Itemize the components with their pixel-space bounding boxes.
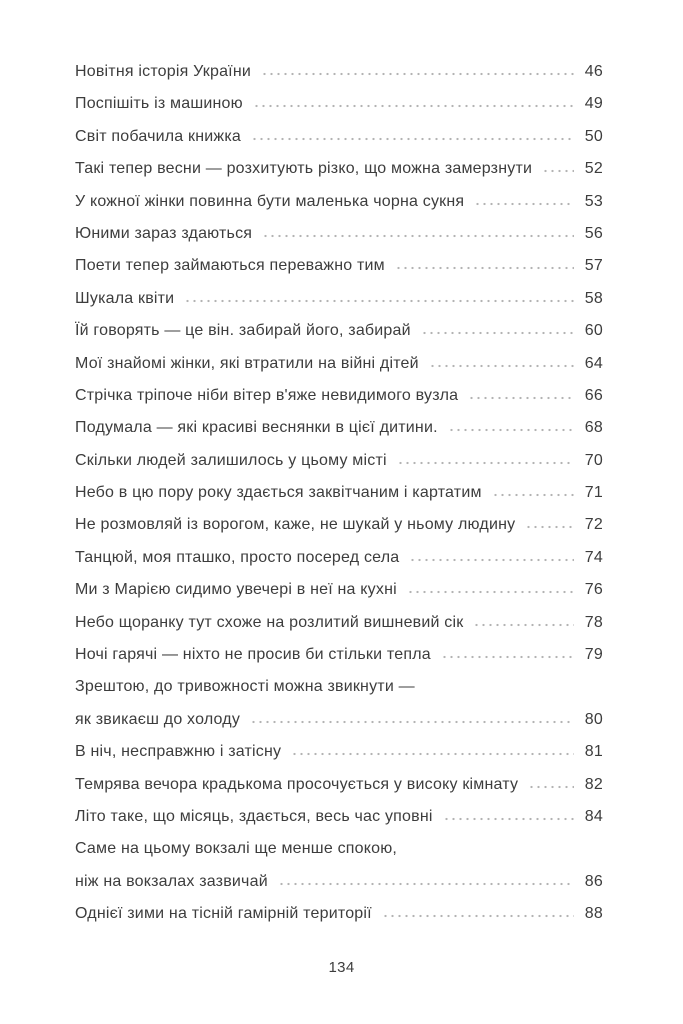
toc-entry-page-number: 56 — [584, 224, 603, 242]
toc-entry-page-number: 57 — [584, 257, 603, 275]
dotted-leader — [468, 396, 574, 400]
dotted-leader — [184, 299, 574, 303]
toc-row — [75, 380, 603, 412]
toc-entry-title: В ніч, несправжню і затісну — [75, 743, 282, 761]
dotted-leader — [409, 558, 574, 562]
toc-entry-page-number: 64 — [584, 354, 603, 372]
toc-entry-page-number: 58 — [584, 289, 603, 307]
toc-entry-title: Стрічка тріпоче ніби вітер в'яже невидимого вузла — [75, 386, 459, 404]
toc-entry-title: Новітня історія України — [75, 63, 252, 80]
toc-entry-page-number: 72 — [584, 516, 603, 534]
toc-row — [75, 88, 603, 120]
toc-entry-page-number: 80 — [584, 710, 603, 728]
toc-row — [75, 833, 603, 865]
dotted-leader — [448, 428, 574, 432]
toc-entry-page-number: 84 — [584, 807, 603, 825]
toc-row — [75, 866, 603, 898]
toc-row — [75, 283, 603, 315]
dotted-leader — [443, 817, 574, 821]
toc-row — [75, 607, 603, 639]
toc-row — [75, 412, 603, 444]
dotted-leader — [382, 914, 574, 918]
toc-row — [75, 704, 603, 736]
toc-row — [75, 639, 603, 671]
toc-entry-page-number: 49 — [584, 95, 603, 113]
page-number: 134 — [328, 959, 355, 976]
dotted-leader — [429, 364, 574, 368]
toc-entry-page-number: 66 — [584, 386, 603, 404]
dotted-leader — [291, 752, 574, 756]
toc-row — [75, 250, 603, 282]
toc-row — [75, 477, 603, 509]
toc-entry-title: Поети тепер займаються переважно тим — [75, 257, 385, 275]
dotted-leader — [407, 590, 574, 594]
dotted-leader — [441, 655, 574, 659]
toc-entry-title: Юними зараз здаються — [75, 224, 253, 242]
toc-entry-title: Шукала квіти — [75, 289, 175, 307]
toc-row — [75, 186, 603, 218]
toc-row — [75, 153, 603, 185]
toc-entry-title: Ми з Марією сидимо увечері в неї на кухні — [75, 581, 397, 599]
toc-entry-page-number: 79 — [584, 646, 603, 664]
dotted-leader — [261, 72, 574, 76]
toc-entry-page-number: 78 — [584, 613, 603, 631]
toc-entry-title: Поспішіть із машиною — [75, 95, 243, 113]
dotted-leader — [474, 202, 574, 206]
toc-entry-page-number: 74 — [584, 548, 603, 566]
toc-entry-title: ніж на вокзалах зазвичай — [75, 872, 268, 890]
toc-entry-page-number: 88 — [584, 905, 603, 923]
dotted-leader — [528, 785, 574, 789]
toc-entry-page-number: 46 — [584, 63, 603, 80]
dotted-leader — [262, 234, 574, 238]
toc-row — [75, 509, 603, 541]
dotted-leader — [253, 104, 574, 108]
toc-entry-title: Танцюй, моя пташко, просто посеред села — [75, 548, 400, 566]
dotted-leader — [251, 137, 574, 141]
toc-row — [75, 445, 603, 477]
toc-entry-title: Світ побачила книжка — [75, 127, 241, 145]
toc-row — [75, 736, 603, 768]
dotted-leader — [395, 266, 574, 270]
toc-entry-title: Саме на цьому вокзалі ще менше спокою, — [75, 840, 398, 858]
toc-row — [75, 218, 603, 250]
toc-entry-title: Небо щоранку тут схоже на розлитий вишневий сік — [75, 613, 464, 631]
toc-entry-page-number: 50 — [584, 127, 603, 145]
toc-entry-title: Ночі гарячі — ніхто не просив би стільки тепла — [75, 646, 431, 664]
toc-row — [75, 121, 603, 153]
dotted-leader — [397, 461, 574, 465]
toc-entry-title: Скільки людей залишилось у цьому місті — [75, 451, 387, 469]
dotted-leader — [278, 882, 574, 886]
toc-entry-page-number: 81 — [584, 743, 603, 761]
toc-row — [75, 574, 603, 606]
toc-entry-title: У кожної жінки повинна бути маленька чорна сукня — [75, 192, 465, 210]
toc-row — [75, 348, 603, 380]
table-of-contents — [75, 56, 603, 931]
toc-entry-title: Однієї зими на тісній гамірній території — [75, 905, 372, 923]
toc-entry-page-number: 86 — [584, 872, 603, 890]
toc-entry-page-number: 52 — [584, 160, 603, 178]
toc-entry-page-number: 82 — [584, 775, 603, 793]
dotted-leader — [250, 720, 574, 724]
toc-row — [75, 542, 603, 574]
toc-row — [75, 315, 603, 347]
toc-entry-page-number: 68 — [584, 419, 603, 437]
toc-entry-page-number: 60 — [584, 322, 603, 340]
toc-row — [75, 801, 603, 833]
dotted-leader — [473, 623, 574, 627]
toc-row — [75, 898, 603, 930]
toc-entry-title: Подумала — які красиві веснянки в цієї дитини. — [75, 419, 438, 437]
toc-entry-title: Не розмовляй із ворогом, каже, не шукай у ньому людину — [75, 516, 516, 534]
toc-row — [75, 671, 603, 703]
toc-entry-title: Їй говорять — це він. забирай його, забирай — [75, 322, 411, 340]
toc-entry-title: Зрештою, до тривожності можна звикнути — — [75, 678, 415, 696]
toc-entry-title: Небо в цю пору року здається заквітчаним і картатим — [75, 484, 482, 502]
toc-row — [75, 56, 603, 88]
toc-entry-page-number: 76 — [584, 581, 603, 599]
toc-entry-title: як звикаєш до холоду — [75, 710, 241, 728]
dotted-leader — [525, 525, 574, 529]
toc-entry-page-number: 70 — [584, 451, 603, 469]
toc-entry-title: Темрява вечора крадькома просочується у високу кімнату — [75, 775, 519, 793]
toc-entry-title: Такі тепер весни — розхитують різко, що можна замерзнути — [75, 160, 533, 178]
toc-row — [75, 769, 603, 801]
dotted-leader — [421, 331, 574, 335]
toc-entry-page-number: 71 — [584, 484, 603, 502]
dotted-leader — [542, 169, 574, 173]
toc-entry-page-number: 53 — [584, 192, 603, 210]
toc-entry-title: Мої знайомі жінки, які втратили на війні дітей — [75, 354, 419, 372]
toc-entry-title: Літо таке, що місяць, здається, весь час уповні — [75, 807, 433, 825]
dotted-leader — [492, 493, 574, 497]
